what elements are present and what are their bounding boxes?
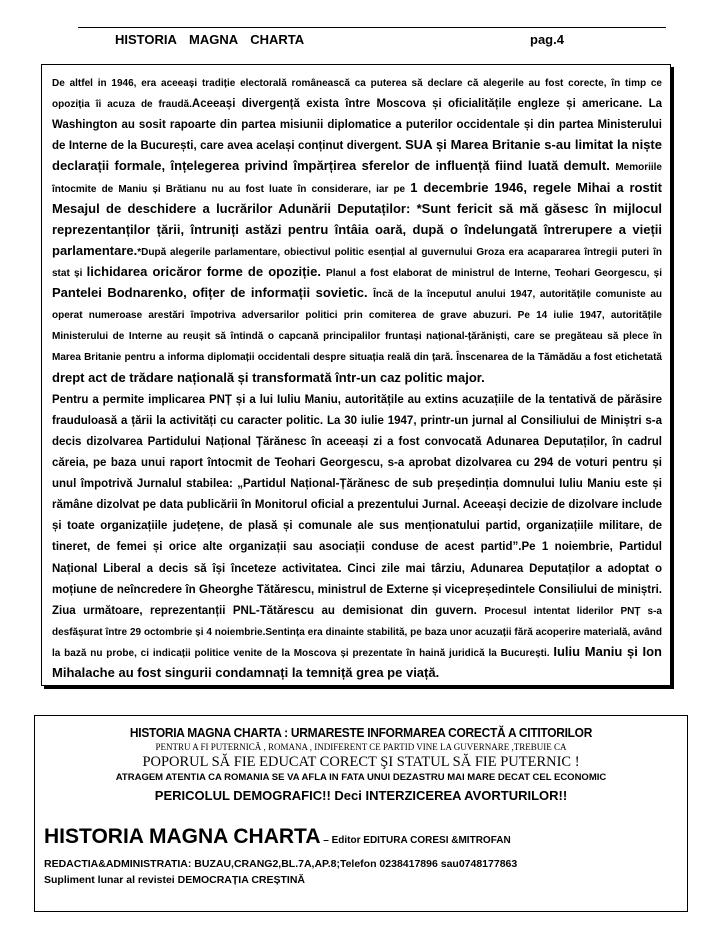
supplement-text: Supliment lunar al revistei DEMOCRAȚIA CREȘTINĂ	[44, 874, 305, 886]
article-paragraph-2	[52, 388, 662, 684]
address-text: REDACTIA&ADMINISTRATIA: BUZAU,CRANG2,BL.7A,AP.8;Telefon 0238417896 sau0748177863	[44, 858, 518, 870]
article-box	[41, 64, 671, 686]
article-text: *După alegerile parlamentare, obiectivul politic esențial al guvernului Groza era acapararea întregii puteri în stat și	[52, 246, 662, 279]
article-text: Pentru a permite implicarea PNȚ și a lui Iuliu Maniu, autoritățile au extins acuzațiile de la tentativă de părăsire frauduloasă a țării la activități cu caracter politic. La 30 iulie 1947, printr-un jurnal al Consiliului de Miniștri s-a decis dizolvarea Partidului Național Țărănesc în aceeași zi a fost convocată Adunarea Deputaților, în cadrul căreia, pe baza unui raport întocmit de Teohari Georgescu, s-a aprobat dizolvarea cu 294 de voturi pentru și unul împotrivă Jurnalul stabilea: „Partidul Național-Țărănesc de sub președinția domnului Iuliu Maniu este și rămâne dizolvat pe data publicării în Monitorul oficial a prezentului Jurnal. Aceeași decizie de dizolvare include și toate organizațiile județene, de plasă și comunale ale sus menționatului partid, organizațiile militare, de tineret, de femei și orice alte organizații sau asociații conduse de acest partid”.Pe 1 noiembrie, Partidul Național Liberal a decis să își înceteze activitatea. Cinci zile mai târziu, Adunarea Deputaților a adoptat o moțiune de neîncredere în Gheorghe Tătărescu, ministrul de Externe și vicepreședintele Consiliului de miniștri. Ziua următoare, reprezentanții PNL-Tătărescu au demisionat din guvern.	[52, 393, 662, 617]
article-text: SUA și Marea Britanie s-au limitat la niște declarații formale, înțelegerea privind împărțirea sferelor de influență fiind luată demult.	[52, 137, 662, 174]
article-text: Iuliu Maniu și Ion Mihalache au fost singurii condamnați la temniță grea pe viață.	[52, 643, 662, 681]
article-text: 1 decembrie 1946, regele Mihai a rostit Mesajul de deschidere a lucrărilor Adunării Deputaților: *Sunt fericit să mă găsesc în mijlocul reprezentanților țării, întruniți astăzi pentru întâia oară, după o îndelungată întrerupere a vieții parlamentare.	[52, 179, 662, 258]
editor-text: – Editor EDITURA CORESI &MITROFAN	[320, 835, 511, 846]
article-text: lichidarea oricăror forme de opoziție.	[86, 263, 327, 279]
footer-slogan-main: POPORUL SĂ FIE EDUCAT CORECT ŞI STATUL SĂ FIE PUTERNIC !	[142, 754, 580, 770]
article-text: Planul a fost elaborat de ministrul de Interne, Teohari Georgescu, și	[326, 267, 662, 279]
article-text: Procesul intentat liderilor PNȚ s-a desfășurat între 29 octombrie și 4 noiembrie.Sentința era dinainte stabilită, pe baza unor acuzații fără acoperire materială, având la bază nu probe, ci indicații politice venite de la Moscova și prezentate în haină juridică la București.	[52, 605, 662, 659]
article-text: Pantelei Bodnarenko, ofițer de informații sovietic.	[52, 285, 374, 301]
footer-warning: ATRAGEM ATENTIA CA ROMANIA SE VA AFLA IN FATA UNUI DEZASTRU MAI MARE DECAT CEL ECONOMIC	[115, 772, 607, 783]
page-number: pag.4	[530, 32, 564, 47]
page-header-title: HISTORIA MAGNA CHARTA	[115, 32, 305, 47]
footer-slogan-sub: PENTRU A FI PUTERNICĂ , ROMANA , INDIFERENT CE PARTID VINE LA GUVERNARE ,TREBUIE CA	[155, 742, 567, 752]
masthead-line	[44, 825, 511, 849]
article-text: Aceeași divergență exista între Moscova și oficialitățile engleze și americane. La Washington au sosit rapoarte din partea misiunii diplomatice a puterilor occidentale și din partea Ministerului de Interne de la București, care avea același conținut divergent.	[52, 98, 662, 153]
footer-demographic: PERICOLUL DEMOGRAFIC!! Deci INTERZICEREA AVORTURILOR!!	[154, 788, 568, 803]
article-text: De altfel in 1946, era aceeași tradiție electorală românească ca puterea să declare că alegerile au fost corecte, în timp ce opoziția îi acuza de fraudă.	[52, 78, 662, 111]
article-text: drept act de trădare națională și transformată într-un caz politic major.	[52, 369, 485, 385]
article-paragraph-1	[52, 71, 662, 388]
article-text: Încă de la începutul anului 1947, autoritățile comuniste au operat numeroase arestări împotriva adversarilor politici prin comiterea de grave abuzuri. Pe 14 iulie 1947, autoritățile Ministerului de Interne au reușit să întindă o capcană principalilor fruntași național-țărăniști, care se pregăteau să plece în Marea Britanie pentru a informa diplomații occidentali despre situația reală din țară. Înscenarea de la Tămădău a fost etichetată	[52, 289, 662, 364]
header-rule	[78, 27, 666, 28]
masthead-box	[34, 715, 688, 912]
footer-slogan-title: HISTORIA MAGNA CHARTA : URMARESTE INFORMAREA CORECTĂ A CITITORILOR	[129, 725, 593, 740]
masthead-title: HISTORIA MAGNA CHARTA	[44, 825, 321, 848]
article-text: Memoriile întocmite de Maniu și Brătianu nu au fost luate în considerare, iar pe	[52, 162, 662, 195]
